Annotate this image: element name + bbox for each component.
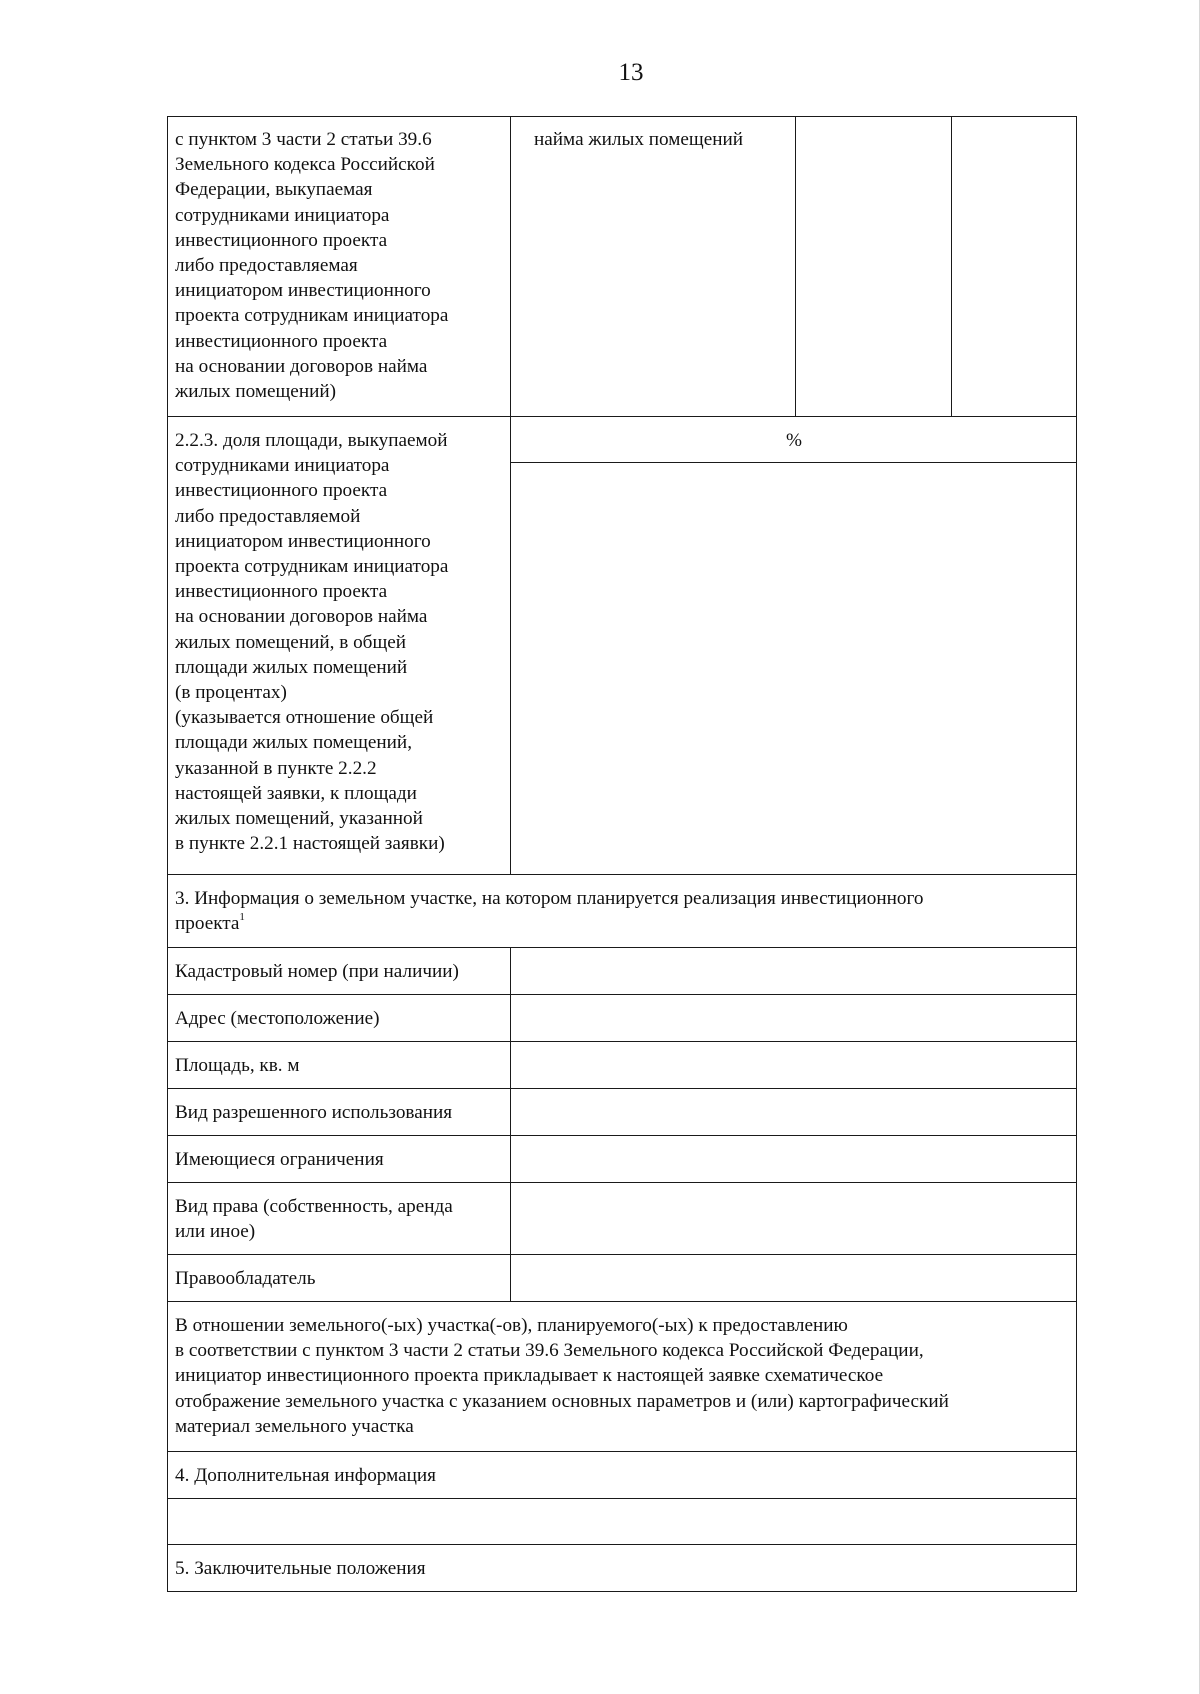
table-row-restrictions [168,1136,1077,1183]
footnote-marker: 1 [239,911,245,924]
field-label-address: Адрес (местоположение) [168,995,511,1042]
additional-info-field[interactable] [168,1499,1077,1545]
field-label-type-of-right: Вид права (собственность, аренда или иное) [168,1183,511,1255]
unit-percent: % [511,417,1077,463]
section-3-header-row [168,875,1077,948]
value-cell-housing-area-2[interactable] [952,117,1077,417]
section-4-title: 4. Дополнительная информация [168,1452,1077,1499]
row-label-share-of-area: 2.2.3. доля площади, выкупаемой сотрудниками инициатора инвестиционного проекта либо предоставляемой инициатором инвестиционного проекта сотрудникам инициатора инвестиционного проекта на основании договоров найма жилых помещений, в общей площади жилых помещений (в процентах) (указывается отношение общей площади жилых помещений, указанной в пункте 2.2.2 настоящей заявки, к площади жилых помещений, указанной в пункте 2.2.1 настоящей заявки) [168,417,511,875]
field-label-area: Площадь, кв. м [168,1042,511,1089]
table-row-cadastral-number [168,948,1077,995]
value-cell-housing-area-1[interactable] [796,117,952,417]
row-unit-housing-rental: найма жилых помещений [511,117,796,417]
table-row-address [168,995,1077,1042]
field-label-restrictions: Имеющиеся ограничения [168,1136,511,1183]
table-row-housing-area-continued [168,117,1077,417]
field-value-type-of-right[interactable] [511,1183,1077,1255]
land-plot-note: В отношении земельного(-ых) участка(-ов), планируемого(-ых) к предоставлению в соответствии с пунктом 3 части 2 статьи 39.6 Земельного кодекса Российской Федерации, инициатор инвестиционного проекта прикладывает к настоящей заявке схематическое отображение земельного участка с указанием основных параметров и (или) картографический материал земельного участка [168,1302,1077,1452]
field-label-cadastral-number: Кадастровый номер (при наличии) [168,948,511,995]
field-value-cadastral-number[interactable] [511,948,1077,995]
section-5-header-row [168,1545,1077,1592]
field-label-right-holder: Правообладатель [168,1255,511,1302]
field-value-address[interactable] [511,995,1077,1042]
table-row-land-plot-note [168,1302,1077,1452]
section-5-title: 5. Заключительные положения [168,1545,1077,1592]
field-value-permitted-use[interactable] [511,1089,1077,1136]
field-label-permitted-use: Вид разрешенного использования [168,1089,511,1136]
page-number: 13 [618,59,644,86]
table-row-share-of-area [168,417,1077,463]
section-4-value-row [168,1499,1077,1545]
field-value-right-holder[interactable] [511,1255,1077,1302]
section-3-title: 3. Информация о земельном участке, на котором планируется реализация инвестиционного проекта$^1$ [168,875,1077,948]
table-row-permitted-use [168,1089,1077,1136]
application-form-table [167,116,1077,1592]
field-value-area[interactable] [511,1042,1077,1089]
row-label-housing-area-continued: с пунктом 3 части 2 статьи 39.6 Земельного кодекса Российской Федерации, выкупаемая сотрудниками инициатора инвестиционного проекта либо предоставляемая инициатором инвестиционного проекта сотрудникам инициатора инвестиционного проекта на основании договоров найма жилых помещений) [168,117,511,417]
table-row-right-holder [168,1255,1077,1302]
table-row-area [168,1042,1077,1089]
table-row-type-of-right [168,1183,1077,1255]
field-value-restrictions[interactable] [511,1136,1077,1183]
value-cell-share-of-area[interactable] [511,463,1077,875]
section-4-header-row [168,1452,1077,1499]
